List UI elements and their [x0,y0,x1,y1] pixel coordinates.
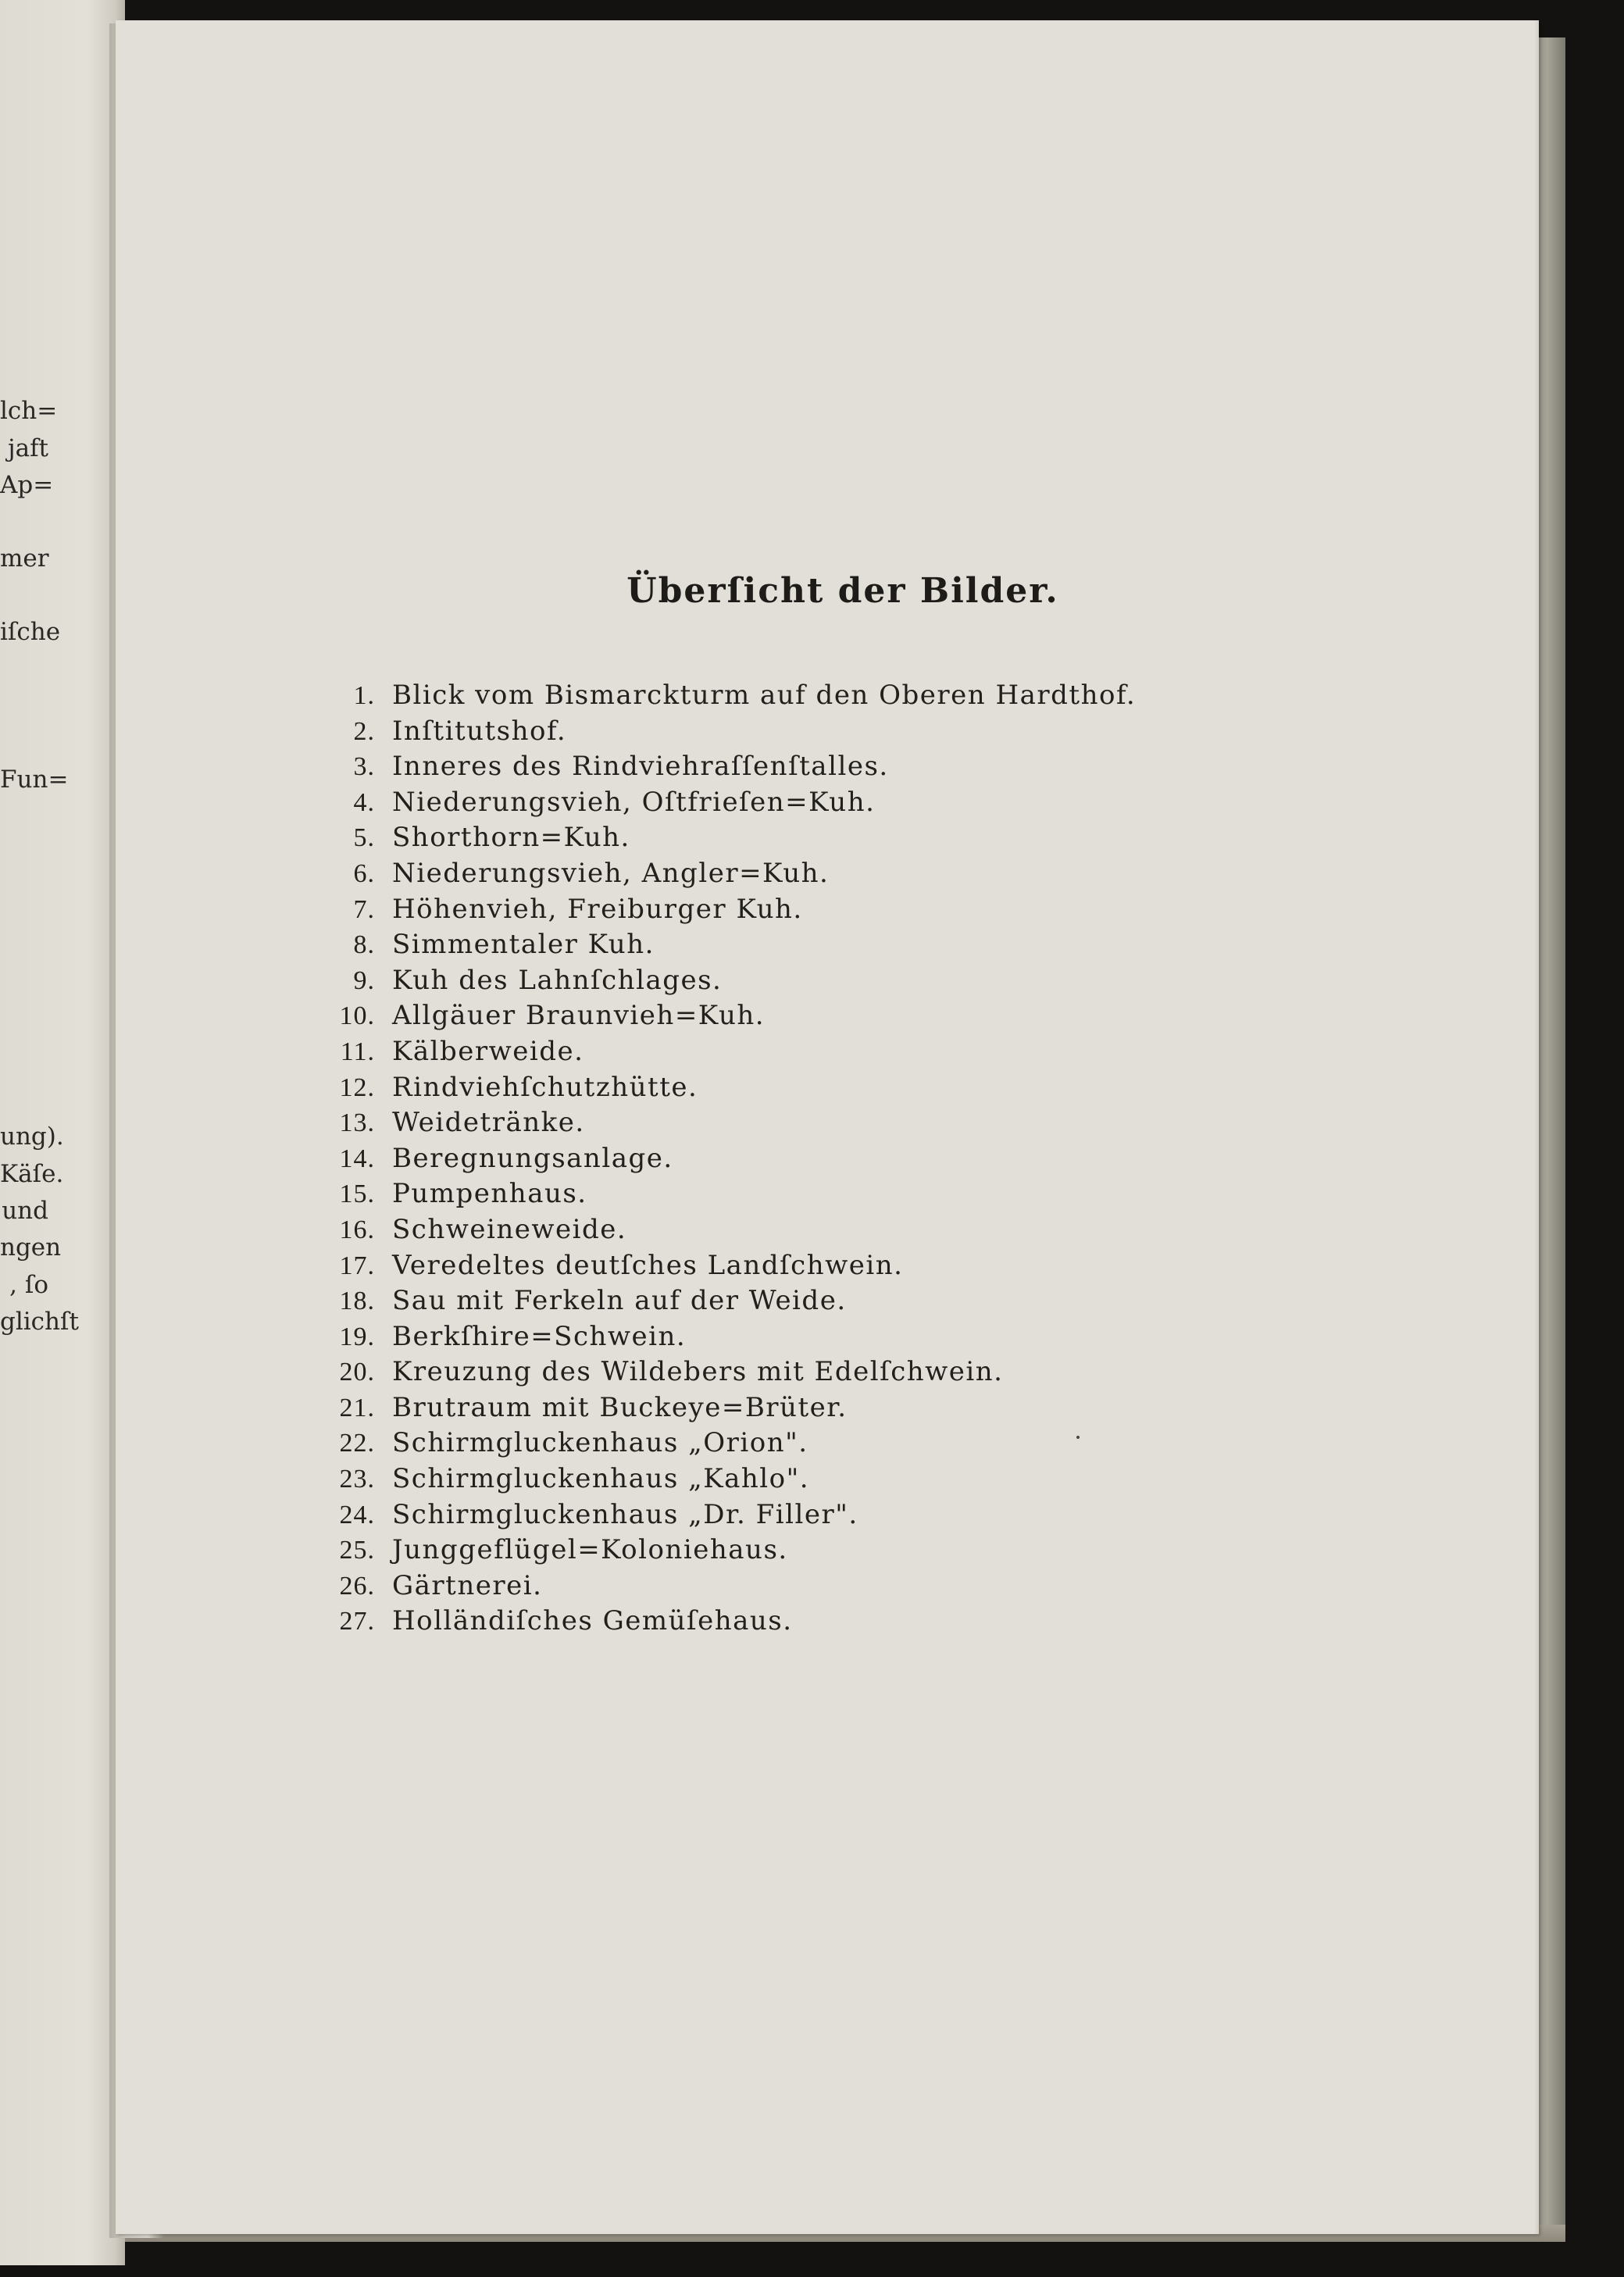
left-page-fragment: Ap= [0,471,54,499]
item-number: 7. [353,894,375,924]
item-number: 19. [339,1322,375,1351]
item-text: Höhenvieh, Freiburger Kuh. [392,893,803,925]
item-text: Inneres des Rindviehraſſenſtalles. [392,751,889,783]
item-number: 17. [339,1251,375,1280]
left-page-fragment: Fun= [0,766,69,794]
item-text: Schweineweide. [392,1213,627,1245]
item-text: Kälberweide. [392,1035,584,1067]
item-text: Inſtitutshof. [392,715,567,747]
list-item [303,1283,1136,1319]
item-number: 16. [339,1215,375,1244]
item-text: Beregnungsanlage. [392,1142,673,1174]
item-number: 9. [353,965,375,995]
item-number: 23. [339,1465,375,1494]
list-item [303,1426,1136,1461]
list-item [303,1533,1136,1569]
item-number: 22. [339,1429,375,1458]
item-text: Gärtnerei. [392,1569,543,1601]
list-item [303,1354,1136,1390]
item-number: 15. [339,1180,375,1209]
item-number: 1. [353,681,375,710]
item-number: 11. [340,1037,375,1066]
item-text: Schirmgluckenhaus „Orion". [392,1427,808,1459]
list-item [303,1176,1136,1212]
item-number: 24. [339,1500,375,1529]
item-number: 25. [339,1536,375,1565]
item-number: 10. [339,1001,375,1031]
list-item [303,1248,1136,1284]
item-number: 8. [353,930,375,960]
figure-list [303,678,1136,1640]
left-page-fragment: mer [0,544,49,573]
list-item [303,1569,1136,1604]
page-title: Überſicht der Bilder. [626,571,1059,611]
item-text: Niederungsvieh, Oſtfrieſen=Kuh. [392,786,876,818]
item-number: 13. [339,1108,375,1138]
item-number: 20. [339,1358,375,1387]
item-text: Schirmgluckenhaus „Kahlo". [392,1463,810,1495]
item-number: 12. [339,1072,375,1102]
list-item [303,963,1136,999]
item-text: Rindviehſchutzhütte. [392,1071,698,1103]
left-page-fragment: und [2,1197,48,1225]
item-text: Junggeflügel=Koloniehaus. [392,1534,788,1566]
item-text: Schirmgluckenhaus „Dr. Filler". [392,1498,858,1530]
item-text: Simmentaler Kuh. [392,929,655,961]
item-text: Brutraum mit Buckeye=Brüter. [392,1391,848,1423]
item-text: Holländiſches Gemüſehaus. [392,1605,793,1637]
item-number: 6. [353,858,375,888]
item-number: 4. [353,787,375,817]
left-page-fragment: jaft [7,434,48,462]
left-page-fragment: lch= [0,397,58,425]
list-item [303,1034,1136,1070]
item-number: 14. [339,1144,375,1173]
list-item [303,892,1136,928]
item-text: Shorthorn=Kuh. [392,822,630,854]
item-text: Veredeltes deutſches Landſchwein. [392,1249,904,1281]
item-text: Weidetränke. [392,1107,585,1139]
item-text: Niederungsvieh, Angler=Kuh. [392,857,830,889]
list-item [303,678,1136,714]
item-text: Pumpenhaus. [392,1178,587,1210]
item-number: 27. [339,1607,375,1636]
list-item [303,1105,1136,1141]
list-item [303,1497,1136,1533]
item-text: Berkſhire=Schwein. [392,1320,687,1352]
item-number: 3. [353,752,375,782]
list-item [303,1212,1136,1248]
list-item [303,1461,1136,1497]
item-text: Kuh des Lahnſchlages. [392,964,723,996]
page-edge [1534,20,1539,2234]
list-item [303,1070,1136,1106]
left-page-fragment: ung). [0,1122,64,1151]
list-item [303,927,1136,963]
list-item [303,1390,1136,1426]
left-page-fragment: ngen [0,1233,62,1262]
paper-speck [1076,1436,1080,1439]
item-number: 2. [353,716,375,746]
item-number: 5. [353,823,375,853]
item-text: Blick vom Bismarckturm auf den Oberen Hardthof. [392,680,1137,711]
item-text: Sau mit Ferkeln auf der Weide. [392,1285,847,1317]
item-text: Allgäuer Braunvieh=Kuh. [392,1000,766,1032]
left-page-fragment: glichſt [0,1308,79,1336]
list-item [303,1604,1136,1640]
list-item [303,785,1136,821]
list-item [303,1141,1136,1177]
right-page [116,20,1539,2234]
item-text: Kreuzung des Wildebers mit Edelſchwein. [392,1356,1004,1388]
left-page [0,0,125,2265]
left-page-fragment: iſche [0,618,61,646]
item-number: 26. [339,1571,375,1601]
list-item [303,998,1136,1034]
list-item [303,856,1136,892]
list-item [303,820,1136,856]
item-number: 18. [339,1287,375,1316]
list-item [303,714,1136,750]
left-page-fragment: Käſe. [0,1160,64,1188]
left-page-fragment: , ſo [9,1271,48,1299]
list-item [303,749,1136,785]
item-number: 21. [339,1393,375,1422]
list-item [303,1319,1136,1355]
